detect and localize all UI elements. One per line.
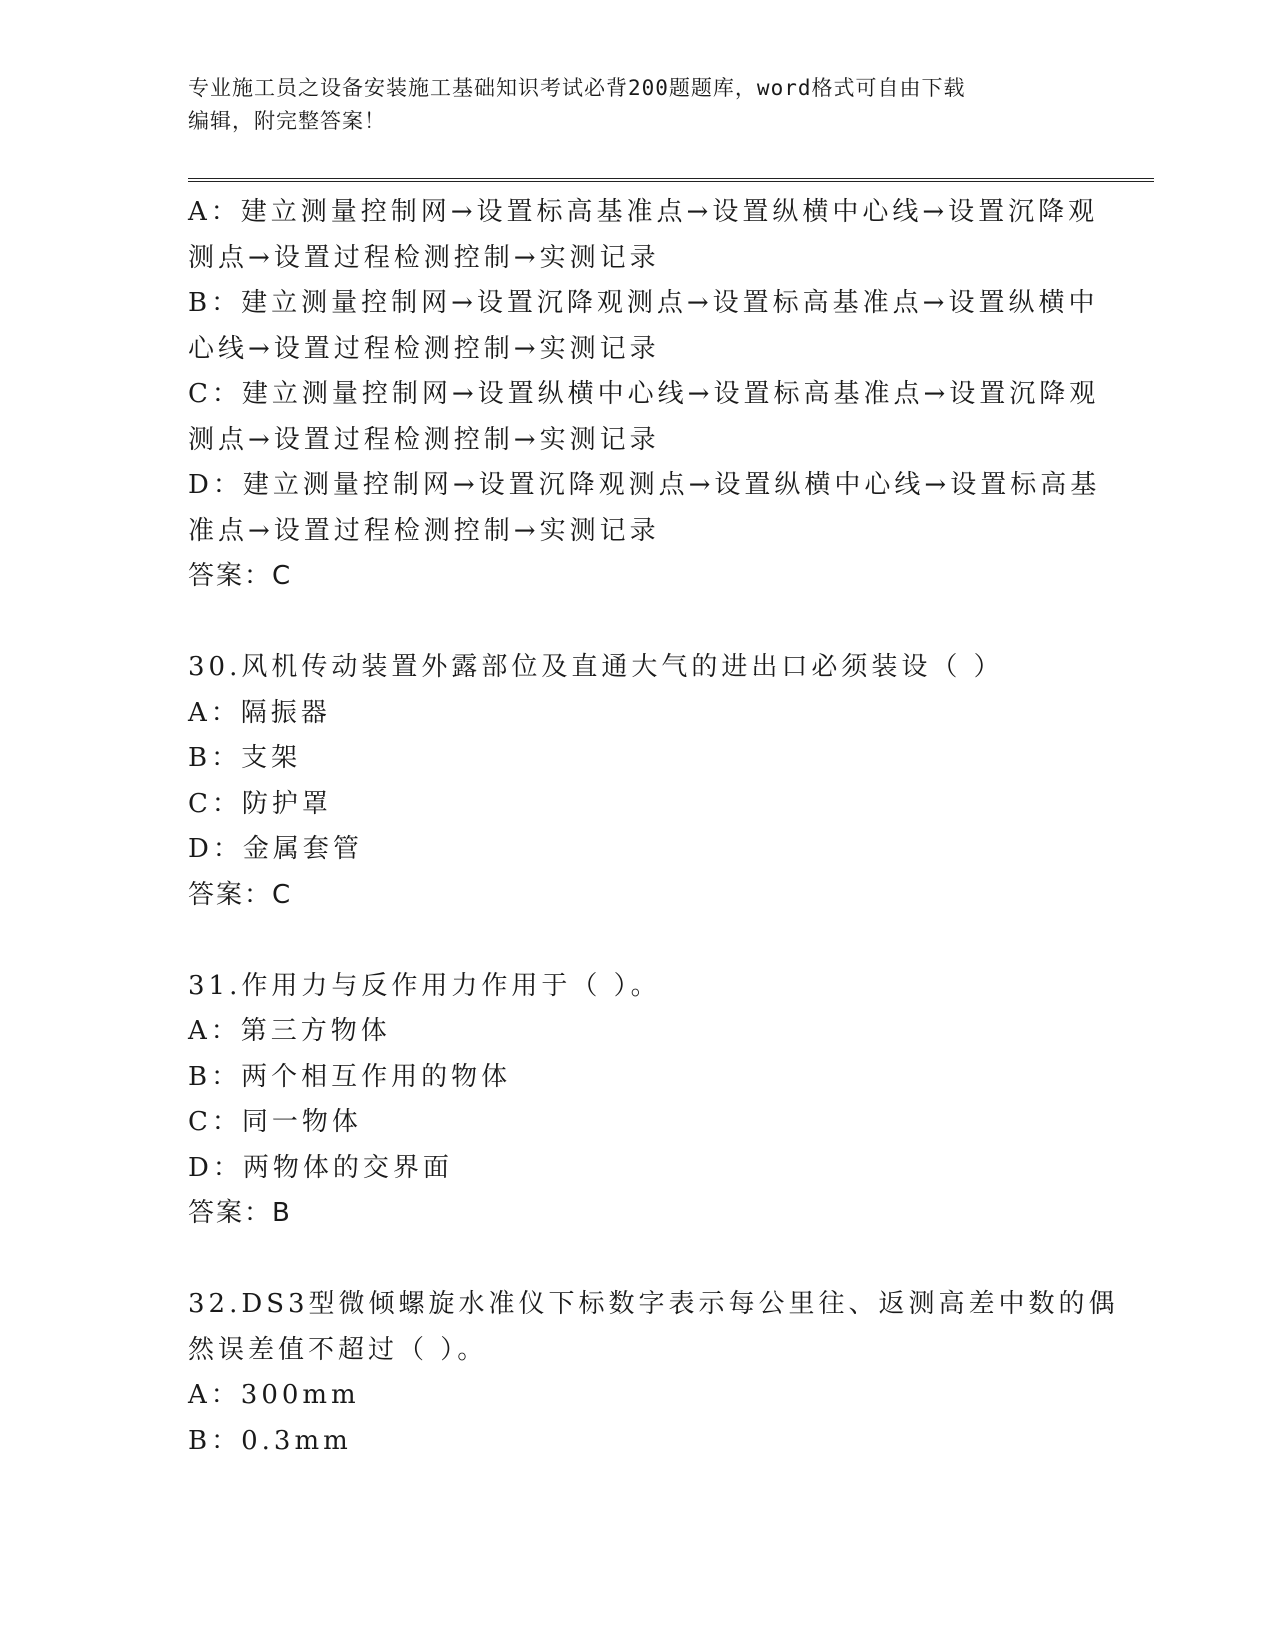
answer-line: 答案：C	[188, 879, 293, 910]
option-a: A：第三方物体	[188, 1016, 391, 1046]
header-divider	[188, 178, 1154, 182]
option-b-line-2: 心线→设置过程检测控制→实测记录	[188, 333, 660, 364]
option-d: D：金属套管	[188, 834, 363, 864]
header-line-1: 专业施工员之设备安装施工基础知识考试必背200题题库，word格式可自由下载	[188, 76, 966, 100]
option-d-line-2: 准点→设置过程检测控制→实测记录	[188, 515, 660, 546]
option-a-line-1: A：建立测量控制网→设置标高基准点→设置纵横中心线→设置沉降观	[188, 197, 1099, 227]
question-29-block	[188, 190, 1101, 600]
question-text: 31.作用力与反作用力作用于（ ）。	[188, 970, 661, 1001]
option-c-line-1: C：建立测量控制网→设置纵横中心线→设置标高基准点→设置沉降观	[188, 379, 1100, 409]
document-body	[188, 190, 1119, 1464]
question-30-block	[188, 645, 1088, 918]
option-c: C：同一物体	[188, 1107, 362, 1137]
header-line-2: 编辑，附完整答案！	[188, 109, 386, 133]
answer-line: 答案：B	[188, 1198, 292, 1228]
option-a: A：隔振器	[188, 697, 331, 728]
option-a-line-2: 测点→设置过程检测控制→实测记录	[188, 242, 660, 273]
question-text-line-2: 然误差值不超过（ ）。	[188, 1334, 488, 1365]
option-b-line-1: B：建立测量控制网→设置沉降观测点→设置标高基准点→设置纵横中	[188, 288, 1099, 318]
document-header	[188, 72, 1088, 138]
option-b: B：两个相互作用的物体	[188, 1061, 512, 1092]
spacer	[188, 918, 1088, 964]
question-text-line-1: 32.DS3型微倾螺旋水准仪下标数字表示每公里往、返测高差中数的偶	[188, 1289, 1119, 1319]
question-text: 30.风机传动装置外露部位及直通大气的进出口必须装设（ ）	[188, 652, 1004, 682]
question-32-block	[188, 1282, 1119, 1464]
option-b: B：0.3mm	[188, 1425, 352, 1456]
spacer	[188, 600, 1088, 646]
question-31-block	[188, 964, 1088, 1237]
option-a: A：300mm	[188, 1380, 360, 1410]
option-c: C：防护罩	[188, 788, 332, 819]
option-c-line-2: 测点→设置过程检测控制→实测记录	[188, 424, 660, 455]
option-d: D：两物体的交界面	[188, 1152, 453, 1183]
option-d-line-1: D：建立测量控制网→设置沉降观测点→设置纵横中心线→设置标高基	[188, 470, 1101, 500]
answer-line: 答案：C	[188, 561, 293, 591]
spacer	[188, 1237, 1088, 1283]
option-b: B：支架	[188, 743, 302, 773]
